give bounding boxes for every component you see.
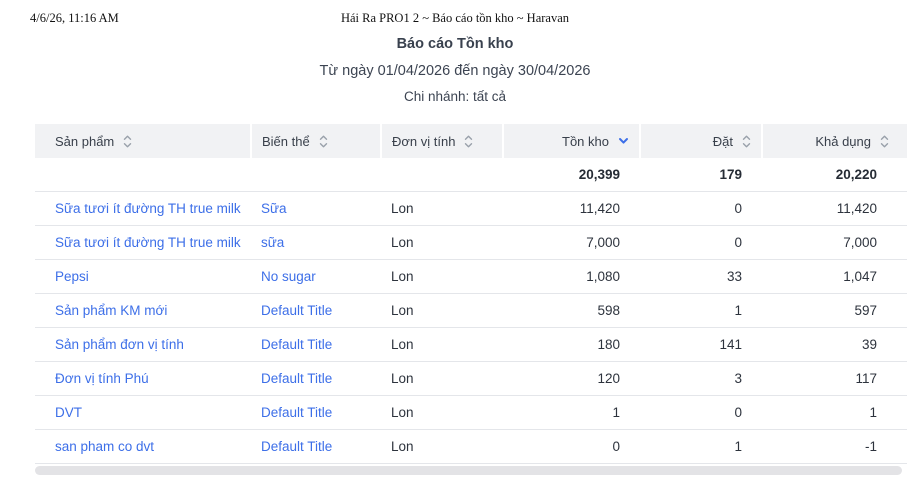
unit-cell: Lon [381, 327, 503, 361]
available-cell: 39 [762, 327, 907, 361]
column-label: Sản phẩm [55, 133, 115, 149]
unit-cell: Lon [381, 191, 503, 225]
variant-link[interactable]: Default Title [261, 336, 333, 352]
sort-desc-active-icon [618, 137, 629, 145]
ordered-cell: 0 [640, 225, 762, 259]
ordered-cell: 1 [640, 293, 762, 327]
column-label: Đặt [712, 133, 733, 149]
product-link[interactable]: san pham co dvt [55, 438, 155, 454]
column-label: Biến thể [262, 133, 310, 149]
stock-cell: 180 [503, 327, 640, 361]
table-row [35, 361, 907, 395]
unit-cell: Lon [381, 361, 503, 395]
stock-cell: 120 [503, 361, 640, 395]
available-cell: 1,047 [762, 259, 907, 293]
unit-cell: Lon [381, 225, 503, 259]
sort-updown-icon [319, 134, 328, 149]
column-label: Đơn vị tính [392, 133, 456, 149]
table-row [35, 225, 907, 259]
product-link[interactable]: Sữa tươi ít đường TH true milk [55, 200, 241, 216]
table-row [35, 259, 907, 293]
ordered-cell: 141 [640, 327, 762, 361]
unit-cell: Lon [381, 293, 503, 327]
column-header-available[interactable] [762, 124, 907, 158]
available-cell: 7,000 [762, 225, 907, 259]
ordered-cell: 33 [640, 259, 762, 293]
column-label: Khả dụng [815, 133, 871, 149]
variant-link[interactable]: Default Title [261, 404, 333, 420]
variant-link[interactable]: Default Title [261, 370, 333, 386]
unit-cell: Lon [381, 395, 503, 429]
report-branch: Chi nhánh: tất cả [403, 89, 507, 104]
variant-link[interactable]: sữa [261, 234, 285, 250]
sort-updown-icon [742, 134, 751, 149]
report-title: Báo cáo Tồn kho [396, 36, 514, 52]
available-cell: 1 [762, 395, 907, 429]
variant-link[interactable]: Sữa [261, 200, 287, 216]
variant-link[interactable]: Default Title [261, 302, 333, 318]
report-header [0, 36, 910, 105]
sort-updown-icon [464, 134, 473, 149]
stock-cell: 11,420 [503, 191, 640, 225]
table-row [35, 191, 907, 225]
column-header-product[interactable] [35, 124, 251, 158]
stock-cell: 1,080 [503, 259, 640, 293]
variant-link[interactable]: No sugar [261, 268, 316, 284]
summary-available: 20,220 [762, 158, 907, 191]
product-link[interactable]: Sữa tươi ít đường TH true milk [55, 234, 241, 250]
available-cell: 11,420 [762, 191, 907, 225]
table-row [35, 293, 907, 327]
table-row [35, 327, 907, 361]
stock-cell: 7,000 [503, 225, 640, 259]
available-cell: -1 [762, 429, 907, 463]
column-header-variant[interactable] [251, 124, 381, 158]
ordered-cell: 0 [640, 395, 762, 429]
browser-print-header [0, 0, 910, 26]
column-label: Tồn kho [562, 133, 609, 149]
summary-ordered: 179 [640, 158, 762, 191]
table-header-row [35, 124, 907, 158]
table-row [35, 395, 907, 429]
ordered-cell: 1 [640, 429, 762, 463]
stock-cell: 0 [503, 429, 640, 463]
summary-row [35, 158, 907, 191]
unit-cell: Lon [381, 259, 503, 293]
print-document-title: Hái Ra PRO1 2 ~ Báo cáo tồn kho ~ Haravan [340, 11, 570, 25]
product-link[interactable]: Sản phẩm đơn vị tính [55, 336, 184, 352]
product-link[interactable]: Đơn vị tính Phú [55, 370, 149, 386]
column-header-stock[interactable] [503, 124, 640, 158]
available-cell: 117 [762, 361, 907, 395]
stock-cell: 598 [503, 293, 640, 327]
sort-updown-icon [880, 134, 889, 149]
print-timestamp: 4/6/26, 11:16 AM [30, 11, 119, 25]
column-header-unit[interactable] [381, 124, 503, 158]
unit-cell: Lon [381, 429, 503, 463]
stock-cell: 1 [503, 395, 640, 429]
inventory-report-table [35, 124, 907, 475]
product-link[interactable]: Sản phẩm KM mới [55, 302, 168, 318]
sort-updown-icon [123, 134, 132, 149]
ordered-cell: 0 [640, 191, 762, 225]
variant-link[interactable]: Default Title [261, 438, 333, 454]
available-cell: 597 [762, 293, 907, 327]
ordered-cell: 3 [640, 361, 762, 395]
table-row [35, 429, 907, 463]
column-header-ordered[interactable] [640, 124, 762, 158]
report-date-range: Từ ngày 01/04/2026 đến ngày 30/04/2026 [319, 63, 591, 79]
horizontal-scrollbar[interactable] [35, 466, 902, 475]
summary-stock: 20,399 [503, 158, 640, 191]
product-link[interactable]: DVT [55, 404, 82, 420]
product-link[interactable]: Pepsi [55, 268, 89, 284]
